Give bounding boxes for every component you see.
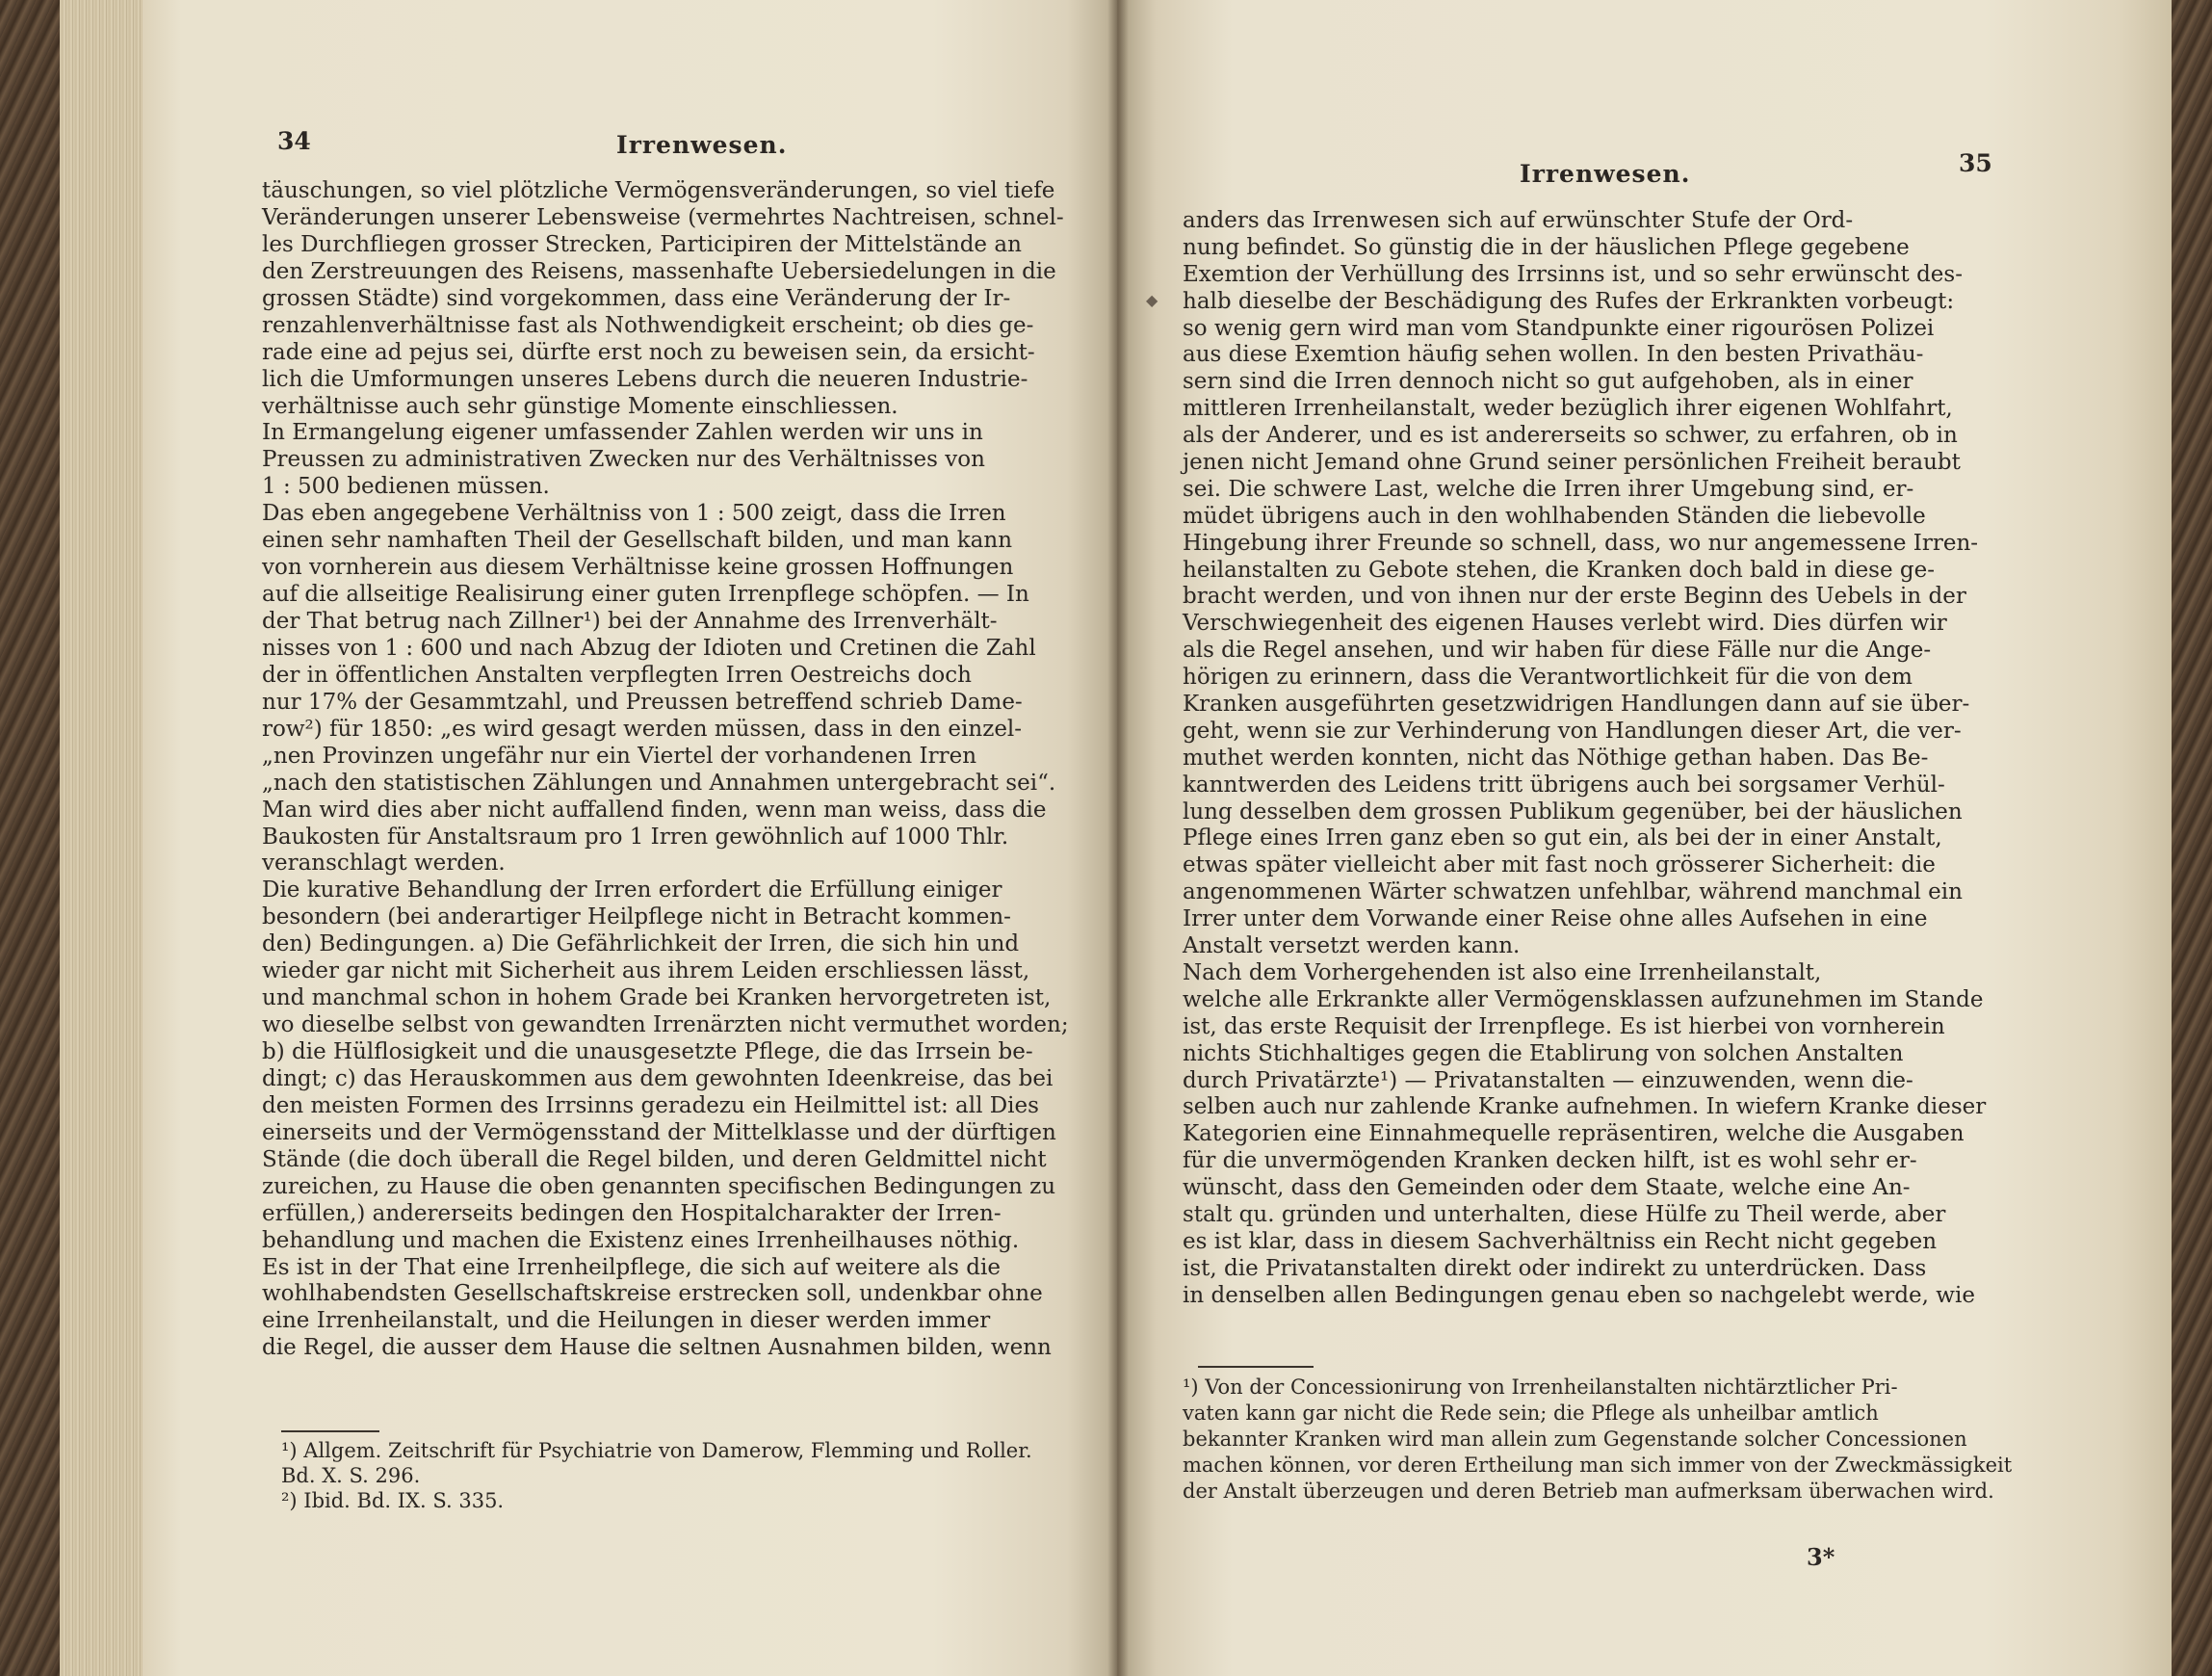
text-line: Anstalt versetzt werden kann. [1183, 933, 1521, 959]
text-line: nichts Stichhaltiges gegen die Etablirung von solchen Anstalten [1183, 1040, 1904, 1066]
text-line: jenen nicht Jemand ohne Grund seiner persönlichen Freiheit beraubt [1183, 450, 1961, 476]
text-line: b) die Hülflosigkeit und die unausgesetzte Pflege, die das Irrsein be- [262, 1039, 1033, 1064]
footnote-line: machen können, vor deren Ertheilung man sich immer von der Zweckmässigkeit [1183, 1453, 2013, 1477]
text-line: besondern (bei anderartiger Heilpflege nicht in Betracht kommen- [262, 904, 1011, 930]
footnote-line: Bd. X. S. 296. [281, 1464, 421, 1487]
margin-mark: ◆ [1146, 291, 1158, 309]
text-line: verhältnisse auch sehr günstige Momente einschliessen. [262, 393, 898, 419]
text-line: den meisten Formen des Irrsinns geradezu ein Heilmittel ist: all Dies [262, 1092, 1039, 1118]
text-line: Kategorien eine Einnahmequelle repräsentiren, welche die Ausgaben [1183, 1121, 1965, 1147]
text-line: angenommenen Wärter schwatzen unfehlbar, während manchmal ein [1183, 879, 1963, 905]
right-footnote-rule [1198, 1366, 1314, 1368]
text-line: ist, das erste Requisit der Irrenpflege. Es ist hierbei von vornherein [1183, 1013, 1945, 1039]
text-line: für die unvermögenden Kranken decken hilft, ist es wohl sehr er- [1183, 1148, 1917, 1174]
text-line: sern sind die Irren dennoch nicht so gut aufgehoben, als in einer [1183, 369, 1913, 395]
text-line: nisses von 1 : 600 und nach Abzug der Idioten und Cretinen die Zahl [262, 635, 1036, 661]
text-line: Irrer unter dem Vorwande einer Reise ohne alles Aufsehen in eine [1183, 906, 1928, 932]
text-line: Preussen zu administrativen Zwecken nur des Verhältnisses von [262, 447, 985, 473]
footnote-line: ²) Ibid. Bd. IX. S. 335. [281, 1489, 505, 1512]
left-footnote-rule [281, 1430, 379, 1432]
text-line: dingt; c) das Herauskommen aus dem gewohnten Ideenkreise, das bei [262, 1065, 1054, 1091]
text-line: der That betrug nach Zillner¹) bei der Annahme des Irrenverhält- [262, 609, 998, 634]
text-line: täuschungen, so viel plötzliche Vermögensveränderungen, so viel tiefe [262, 178, 1055, 203]
text-line: und manchmal schon in hohem Grade bei Kranken hervorgetreten ist, [262, 985, 1052, 1011]
left-page-text [262, 180, 1069, 1364]
text-line: ist, die Privatanstalten direkt oder indirekt zu unterdrücken. Dass [1183, 1255, 1927, 1281]
text-line: Es ist in der That eine Irrenheilpflege, die sich auf weitere als die [262, 1254, 1001, 1280]
footnote-line: ¹) Allgem. Zeitschrift für Psychiatrie von Damerow, Flemming und Roller. [281, 1439, 1032, 1462]
text-line: Das eben angegebene Verhältniss von 1 : 500 zeigt, dass die Irren [262, 501, 1006, 527]
text-line: erfüllen,) andererseits bedingen den Hospitalcharakter der Irren- [262, 1200, 1002, 1226]
text-line: les Durchfliegen grosser Strecken, Participiren der Mittelstände an [262, 231, 1022, 257]
text-line: stalt qu. gründen und unterhalten, diese Hülfe zu Theil werde, aber [1183, 1201, 1946, 1227]
text-line: 1 : 500 bedienen müssen. [262, 474, 550, 500]
text-line: heilanstalten zu Gebote stehen, die Kranken doch bald in diese ge- [1183, 557, 1936, 583]
text-line: einerseits und der Vermögensstand der Mittelklasse und der dürftigen [262, 1119, 1056, 1145]
footnote-line: ¹) Von der Concessionirung von Irrenheilanstalten nichtärztlicher Pri- [1183, 1375, 1898, 1399]
left-footnotes [281, 1441, 1032, 1516]
text-line: als der Anderer, und es ist andererseits so schwer, zu erfahren, ob in [1183, 423, 1958, 449]
text-line: kanntwerden des Leidens tritt übrigens auch bei sorgsamer Verhül- [1183, 772, 1945, 798]
text-line: in denselben allen Bedingungen genau eben so nachgelebt werde, wie [1183, 1282, 1975, 1308]
text-line: hörigen zu erinnern, dass die Verantwortlichkeit für die von dem [1183, 665, 1913, 691]
text-line: sei. Die schwere Last, welche die Irren ihrer Umgebung sind, er- [1183, 476, 1914, 502]
text-line: In Ermangelung eigener umfassender Zahlen werden wir uns in [262, 420, 983, 446]
text-line: so wenig gern wird man vom Standpunkte einer rigourösen Polizei [1183, 315, 1935, 341]
text-line: Stände (die doch überall die Regel bilden, und deren Geldmittel nicht [262, 1146, 1047, 1172]
text-line: renzahlenverhältnisse fast als Nothwendigkeit erscheint; ob dies ge- [262, 312, 1034, 338]
book-cover-left [0, 0, 60, 1676]
footnote-line: bekannter Kranken wird man allein zum Gegenstande solcher Concessionen [1183, 1427, 1967, 1451]
text-line: lich die Umformungen unseres Lebens durch die neueren Industrie- [262, 366, 1028, 392]
text-line: Exemtion der Verhüllung des Irrsinns ist, und so sehr erwünscht des- [1183, 261, 1963, 287]
page-edges-left [60, 0, 156, 1676]
text-line: welche alle Erkrankte aller Vermögensklassen aufzunehmen im Stande [1183, 986, 1984, 1012]
text-line: Veränderungen unserer Lebensweise (vermehrtes Nachtreisen, schnel- [262, 204, 1064, 230]
text-line: etwas später vielleicht aber mit fast noch grösserer Sicherheit: die [1183, 852, 1936, 878]
text-line: wohlhabendsten Gesellschaftskreise erstrecken soll, undenkbar ohne [262, 1281, 1043, 1307]
text-line: als die Regel ansehen, und wir haben für diese Fälle nur die Ange- [1183, 638, 1932, 664]
signature-mark: 3* [1807, 1543, 1835, 1571]
text-line: anders das Irrenwesen sich auf erwünschter Stufe der Ord- [1183, 208, 1854, 233]
text-line: mittleren Irrenheilanstalt, weder bezüglich ihrer eigenen Wohlfahrt, [1183, 396, 1953, 422]
text-line: zureichen, zu Hause die oben genannten specifischen Bedingungen zu [262, 1173, 1056, 1199]
text-line: lung desselben dem grossen Publikum gegenüber, bei der häuslichen [1183, 799, 1963, 825]
footnote-line: der Anstalt überzeugen und deren Betrieb man aufmerksam überwachen wird. [1183, 1480, 1994, 1503]
text-line: aus diese Exemtion häufig sehen wollen. In den besten Privathäu- [1183, 342, 1924, 368]
text-line: wünscht, dass den Gemeinden oder dem Staate, welche eine An- [1183, 1175, 1911, 1201]
footnote-line: vaten kann gar nicht die Rede sein; die Pflege als unheilbar amtlich [1183, 1401, 1879, 1425]
text-line: den) Bedingungen. a) Die Gefährlichkeit der Irren, die sich hin und [262, 931, 1020, 957]
text-line: nung befindet. So günstig die in der häuslichen Pflege gegebene [1183, 234, 1910, 260]
text-line: Nach dem Vorhergehenden ist also eine Irrenheilanstalt, [1183, 959, 1822, 985]
right-footnotes [1183, 1377, 2012, 1507]
text-line: behandlung und machen die Existenz eines Irrenheilhauses nöthig. [262, 1227, 1020, 1253]
right-page-text [1183, 210, 1986, 1312]
text-line: Verschwiegenheit des eigenen Hauses verlebt wird. Dies dürfen wir [1183, 611, 1947, 637]
text-line: nur 17% der Gesammtzahl, und Preussen betreffend schrieb Dame- [262, 689, 1023, 715]
text-line: row²) für 1850: „es wird gesagt werden müssen, dass in den einzel- [262, 716, 1023, 742]
text-line: der in öffentlichen Anstalten verpflegten Irren Oestreichs doch [262, 662, 972, 688]
text-line: Baukosten für Anstaltsraum pro 1 Irren gewöhnlich auf 1000 Thlr. [262, 824, 1009, 850]
text-line: Hingebung ihrer Freunde so schnell, dass, wo nur angemessene Irren- [1183, 530, 1979, 556]
text-line: „nach den statistischen Zählungen und Annahmen untergebracht sei“. [262, 770, 1056, 796]
text-line: grossen Städte) sind vorgekommen, dass eine Veränderung der Ir- [262, 285, 1011, 311]
text-line: wo dieselbe selbst von gewandten Irrenärzten nicht vermuthet worden; [262, 1012, 1069, 1038]
text-line: Kranken ausgeführten gesetzwidrigen Handlungen dann auf sie über- [1183, 692, 1970, 718]
text-line: die Regel, die ausser dem Hause die seltnen Ausnahmen bilden, wenn [262, 1335, 1052, 1361]
text-line: bracht werden, und von ihnen nur der erste Beginn des Uebels in der [1183, 584, 1966, 610]
text-line: „nen Provinzen ungefähr nur ein Viertel der vorhandenen Irren [262, 743, 977, 769]
text-line: einen sehr namhaften Theil der Gesellschaft bilden, und man kann [262, 528, 1013, 554]
text-line: muthet werden konnten, nicht das Nöthige gethan haben. Das Be- [1183, 745, 1929, 771]
text-line: es ist klar, dass in diesem Sachverhältniss ein Recht nicht gegeben [1183, 1228, 1938, 1254]
text-line: auf die allseitige Realisirung einer guten Irrenpflege schöpfen. — In [262, 582, 1029, 608]
text-line: geht, wenn sie zur Verhinderung von Handlungen dieser Art, die ver- [1183, 718, 1962, 744]
text-line: von vornherein aus diesem Verhältnisse keine grossen Hoffnungen [262, 555, 1014, 581]
right-running-head: Irrenwesen. [1520, 160, 1691, 188]
text-line: selben auch nur zahlende Kranke aufnehmen. In wiefern Kranke dieser [1183, 1094, 1987, 1120]
text-line: wieder gar nicht mit Sicherheit aus ihrem Leiden erschliessen lässt, [262, 958, 1030, 984]
text-line: Man wird dies aber nicht auffallend finden, wenn man weiss, dass die [262, 797, 1047, 823]
text-line: veranschlagt werden. [262, 851, 506, 877]
text-line: Die kurative Behandlung der Irren erfordert die Erfüllung einiger [262, 877, 1002, 903]
text-line: den Zerstreuungen des Reisens, massenhafte Uebersiedelungen in die [262, 258, 1056, 284]
left-page-number: 34 [277, 127, 311, 155]
text-line: halb dieselbe der Beschädigung des Rufes der Erkrankten vorbeugt: [1183, 288, 1955, 314]
text-line: durch Privatärzte¹) — Privatanstalten — einzuwenden, wenn die- [1183, 1067, 1913, 1093]
text-line: müdet übrigens auch in den wohlhabenden Ständen die liebevolle [1183, 503, 1926, 529]
book-gutter [1107, 0, 1129, 1676]
text-line: eine Irrenheilanstalt, und die Heilungen in dieser werden immer [262, 1308, 991, 1334]
left-running-head: Irrenwesen. [616, 131, 788, 159]
text-line: Pflege eines Irren ganz eben so gut ein, als bei der in einer Anstalt, [1183, 825, 1942, 851]
book-cover-right [2172, 0, 2212, 1676]
text-line: rade eine ad pejus sei, dürfte erst noch zu beweisen sein, da ersicht- [262, 339, 1035, 365]
right-page-number: 35 [1959, 149, 1992, 177]
